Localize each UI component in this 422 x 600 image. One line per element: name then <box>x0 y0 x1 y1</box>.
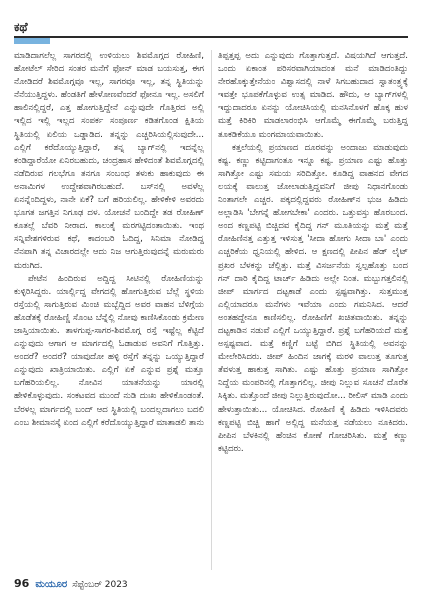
magazine-name: ಮಯೂರ <box>35 579 68 590</box>
left-paragraph-2: ಪೇಟೆನ ಹಿಂದಿರುವ ಅದ್ದಿದ್ದ ಸೀಟಿನಲ್ಲಿ ರೋಹಿಣಿಯನ್ನು ಕುಳ್ಳಿರಿಸಿದ್ದರು. ಯಾರ್ಲ್ಲಿದ್ದ ವೇಗದಲ್ಲಿ ಹೋಗುತ್ತಿರುವ ಬೆಲ್ಲೆ ಸ್ಥಳಿಯ ರಸ್ತೆಯಲ್ಲಿ ಸಾಗುತ್ತಿರುವ ಮಿಂಚಿ ಮಬ್ಬೆದ್ದಿದ ಅವರ ವಾಹನ ಬೆಳಿಗ್ಗೆಯ ಹೊಡೆತಕ್ಕೆ ರೋಹಿಣ್ಣಿ ಸೊಂಟ ಬೆನ್ನೆಲ್ಲಿ ನೋವು ಕಾಣಿಸಿಕೊಂಡು ಕ್ರಮೇಣ ಜಾಸ್ತಿಯಾಯಿತು. ತಾಳಗುಪ್ಪ-ಸಾಗರ-ಶಿವಮೊಗ್ಗ ರಸ್ತೆ ಇಷ್ಟೆಲ್ಲ ಕೆಟ್ಟಿದೆ ಎನ್ನುವುದು ಆಗಾಗ ಆ ಮಾರ್ಗದಲ್ಲಿ ಓಡಾಡುವ ಅವನಿಗೆ ಗೊತ್ತಿತ್ತು. ಅಂದರೆ? ಅಂದರೆ? ಯಾವುದೋ ಹಳ್ಳಿ ರಸ್ತೆಗೆ ತನ್ನನ್ನು ಒಯ್ಯುತ್ತಿದ್ದಾರೆ ಎನ್ನುವುದು ಖಾತ್ರಿಯಾಯಿತು. ಎಲ್ಲಿಗೆ ಏಕೆ ಎನ್ನುವ ಪ್ರಶ್ನೆ ಮತ್ತೂ ಬಗೆಹರಿಯಲಿಲ್ಲ. ನೋವಿನ ಯಾತನೆಯನ್ನು ಯಾರಲ್ಲಿ ಹೇಳಿಕೊಳ್ಳುವುದು. ಸಂಕಟವದ ಮುಂದೆ ನುಡಿ ದುಃಖ ಹೇಳಿಕೊಂಡಂತೆ. ಬೆರಳಲ್ಲ ಮಾರ್ಗದಲ್ಲಿ ಬಂದ್ ಆದ ಸ್ಥಿತಿಯಲ್ಲಿ ಬಂದಲ್ಲದಾಗಲು ಬದಲಿ ಎಂಬ ಶೀಮಾನಸ್ಕೆ ಏಂದ ಎಲ್ಲಿಗೆ ಕರೆದೊಯ್ಯುತ್ತಿದ್ದಾರೆ ಮಾತಾಡಲಿ ತಾನು <box>14 273 204 428</box>
header-divider <box>14 36 408 38</box>
page-footer <box>14 577 128 593</box>
right-paragraph-1: ತಿಪ್ಪತ್ತಪ್ಪ ಅದು ಎನ್ನುವುದು ಗೊತ್ತಾಗುತ್ತದೆ. ವಿಷಯಗಿದೆ ಆಗುತ್ತದೆ. ಒಂದು ಏಕಾಂತ ಪರಿಸರವಾಗಿಯಾದಂತ ಮನೆ ಮಾಡಿದಂತಿದ್ದು ನೇರಹೊಕ್ಕುತ್ತೇನೆಯಂ ವಿಶ್ವಾಸದಲ್ಲಿ ನಾಳೆ ಸಿಗಬಹುದಾದ ಸ್ವಾತಂತ್ರ್ಯಕ್ಕೆ ಇವತ್ತೇ ಭೂಪಕೆಗೊಳ್ಳುವ ಉತ್ಸ ಮಾಡಿದ. ಹೌದು, ಆ ಬ್ಯಾಗ್‌ಗಳಲ್ಲಿ ಇದ್ದುದಾದರೂ ಏನನ್ನು ಯೋಚಿಸಿಯಲ್ಲಿ ಮನಸಿನೊಳಗೆ ಹೊಕ್ಕ ಹುಳ ಮತ್ತೆ ಕಿರಿಕಿರಿ ಮಾಡಲಾರಂಭಿಸಿ ಆಗೊಮ್ಮೆ ಈಗೊಮ್ಮೆ ಬರುತ್ತಿದ್ದ ತೂಕಡಿಕೆಯೂ ಮಂಗಮಾಯವಾಯಿತು. <box>218 51 408 140</box>
column-divider <box>211 50 212 570</box>
page-header <box>14 17 408 37</box>
issue-date: ಸೆಪ್ಟೆಂಬರ್ 2023 <box>72 580 128 590</box>
page-number: 96 <box>14 577 30 590</box>
accent-bar <box>14 38 50 44</box>
section-label: ಕಥೆ <box>14 20 28 34</box>
right-column <box>218 50 408 570</box>
left-column <box>14 50 204 570</box>
right-paragraph-2: ಕತ್ತಲೆಯಲ್ಲಿ ಪ್ರಯಾಣದ ದೂರವನ್ನು ಅಂದಾಜು ಮಾಡುವುದು ಕಷ್ಟ. ಕಣ್ಣು ಕಟ್ಟಿದಾಗಂತೂ ಇನ್ನೂ ಕಷ್ಟ. ಪ್ರಯಾಣ ಎಷ್ಟು ಹೊತ್ತು ಸಾಗಿತ್ತೋ ಎಷ್ಟು ಸಮಯ ಸರಿದಿತ್ತೋ. ಕೂಡಿದ್ದ ವಾಹನದ ವೇಗದ ಲಯಕ್ಕೆ ವಾಲುತ್ತ ಜೋಲಾಡುತ್ತಿದ್ದವನಿಗೆ ಜೀಪು ನಿಧಾನಗೊಂಡು ನಿಂತಾಗಲೇ ಎಚ್ಚರ. ಪಕ್ಕದಲ್ಲಿದ್ದವರು ರೋಹಿಣ್‌ನ ಭುಜ ಹಿಡಿದು ಅಲ್ಲಾಡಿಸಿ 'ಬೇಗನ್ನೆ ಹೋಗಬೇಕಾ' ಎಂದರು. ಒತ್ತುವಸ್ತು ಹೊರಬಂದ. ಅಂದ ಕಣ್ಣಪಟ್ಟಿ ಬಿಚ್ಚಿದವ ಕೈದಿದ್ದ ಗನ್ ಮೂತಿಯನ್ನು ಮತ್ತೆ ಮತ್ತೆ ರೋಹಿಣಿನತ್ತ ಎತ್ತುತ್ತ ಇಳಿಸುತ್ತ 'ಸೀದಾ ಹೋಗು ಸೀದಾ ಬಾ' ಎಂದು ಎಚ್ಚರಿಕೆಯ ಧ್ವನಿಯಲ್ಲಿ ಹೇಳಿದ. ಆ ಕ್ಷಣದಲ್ಲಿ ಪೀಪಿನ ಹೆಡ್ ಲೈಟ್ ಪ್ರಖರ ಬೆಳಕನ್ನು ಚೆಲ್ಲಿತ್ತು. ಮತ್ತೆ ವಿಸರ್ಜನೆಯ ಸ್ವಲ್ಪಹೊತ್ತು ಬಂದ ಗನ್ ದಾರಿ ಕೈದಿದ್ದ ಟಾರ್ಚ್ ಹಿಡಿದು ಅಲ್ಲೇ ನಿಂತ. ಮಬ್ಬುಗತ್ತಲಿನಲ್ಲಿ ಜೀಪ್ ಮಾರ್ಗದ ದಟ್ಟಕಾಡೆ ಎಂದು ಸ್ಪಷ್ಟವಾಗಿತ್ತು. ಸುತ್ತಮುತ್ತ ಎಲ್ಲಿಯಾದರೂ ಮನೆಗಳು ಇವೆಯಾ ಎಂದು ಗಮನಿಸಿದ. ಆದರೆ ಅಂತಹದ್ದೇನೂ ಕಾಣಿಸಲಿಲ್ಲ. ರೋಹಿಣಿಗೆ ಖಚಿತವಾಯಿತು. ತನ್ನನ್ನು ದಟ್ಟಕಾಡಿನ ನಡುವೆ ಎಲ್ಲಿಗೆ ಒಯ್ಯುತ್ತಿದ್ದಾರೆ. ಪ್ರಶ್ನೆ ಬಗೆಹರಿಯದೆ ಮತ್ತೆ ಅಸ್ಪಷ್ಟವಾದ. ಮತ್ತೆ ಕಣ್ಣಿಗೆ ಬಟ್ಟೆ ಬಿಗಿದ ಸ್ಥಿತಿಯಲ್ಲಿ ಅವನನ್ನು ಮೇಲೇರಿಸಿದರು. ಜೀಪ್ ಹಿಂದಿನ ಜಾಗಕ್ಕೆ ಮರಳಿ ವಾಲುತ್ತ ತೂಗುತ್ತ ತೆವಳುತ್ತ ಹಾಕುತ್ತ ಸಾಗಿತು. ಎಷ್ಟು ಹೊತ್ತು ಪ್ರಯಾಣ ಸಾಗಿತ್ತೋ ನಿದ್ದೆಯ ಮಂಪರಿನಲ್ಲಿ ಗೊತ್ತಾಗಲಿಲ್ಲ. ಜೀಪು ನಿಲ್ಲುವ ಸೂಚನೆ ದೊರೆತ ಸಿಕ್ಕಿತು. ಮತ್ತೊಂದೆ ಜೀಪು ನಿಲ್ಲುತ್ತಿರುವುದೋ... ರೀಲಿಸ್ ಮಾಡಿ ಎಂದು ಹೇಳುತ್ತಾಯಿತು... ಯೋಚಿಸಿದ. ರೋಹಿಣಿ ಕೈ ಹಿಡಿದು ಇಳಿಸಿದವರು ಕಣ್ಣಪಟ್ಟಿ ಬಿಚ್ಚಿ ಹಾಗೆ ಅಲ್ಲಿದ್ದ ಮನೆಯತ್ತ ನಡೆಯಲು ನೂಕಿದರು. ಪೀಪಿನ ಬೆಳಕಿನಲ್ಲಿ ಹೆಂಚಿನ ಕೋಣೆ ಗೋಚರಿಸಿತು. ಮತ್ತೆ ಕಣ್ಣು ಕಟ್ಟಿದರು. <box>218 142 408 454</box>
left-paragraph-1: ಮಾಡಿದಾಗಲೆಲ್ಲ ಸಾಗರದಲ್ಲಿ ಉಳಿಯಲು ಶಿವಮೊಗ್ಗದ ರೋಹಿಣಿ, ಹೋಟೆಲ್ ಸೇರಿದ ಸಂತರ ಮನೆಗೆ ಫೋನ್ ಮಾಡ ಬಯಸುತ್ತ, ಈಗ ನೋಡಿದರೆ ಶಿವಮೊಗ್ಗವೂ ಇಲ್ಲ, ಸಾಗರವೂ ಇಲ್ಲ, ತನ್ನ ಸ್ಥಿತಿಯನ್ನು ನೆನೆಯುತ್ತಿದ್ದಳು. ಹೆಂಡತಿಗೆ ಹೇಳೋಣವೆಂದರೆ ಫೋನೂ ಇಲ್ಲ. ಅಸಲಿಗೆ ಹಾಲಿನಲ್ಲಿದ್ದರೆ, ಎತ್ತ ಹೋಗುತ್ತಿದ್ದೇನೆ ಎನ್ನುವುದೇ ಗೊತ್ತಿರದ ಅಲ್ಲಿ ಇಲ್ಲಿದ ಇಲ್ಲಿ ಇಲ್ಲದ ಸಂಪರ್ಕ ಸಂಪೂರ್ಣ ಕಡಿತಗೊಂಡ ಕ್ಷಿತಿಯ ಸ್ಥಿತಿಯಲ್ಲಿ ಏಲಿಯ ಒಡ್ಡಾಡಿದ. ತನ್ನನ್ನು ಎಚ್ಚರಿಸಿಯಲ್ಲಿಸುವುದೇ... ಎಲ್ಲಿಗೆ ಕರೆದೊಯ್ಯುತ್ತಿದ್ದಾರೆ, ತನ್ನ ಬ್ಯಾಗ್‌ನಲ್ಲಿ ಇದನ್ನೆಲ್ಲ ಕಂಡಿದ್ದಾರೆಯೋ ಏನಿರಬಹುದು, ಚಂದ್ರಹಾಸ ಹೇಳಿದಂತೆ ಶಿವಮೊಗ್ಗದಲ್ಲಿ ನಡೆದಿರುವ ಗಲಭೆಗೂ ತನಗೂ ಸಂಬಂಧ ತಳುಕು ಹಾಕುವುದು ಈ ಅನಾಮಿಗಳ ಉದ್ದೇಶವಾಗಿರಬಹುದೆ. ಬಸ್‌ನಲ್ಲಿ ಅವಳೆಲ್ಲ ಏನನ್ನೆಂದಿದ್ದಳು, ನಾನೇ ಏಕೆ? ಬಗೆ ಹರಿಯಲಿಲ್ಲ. ಹೇಳಿಕೇಳಿ ಅವರದು ಭೂಗತ ಜಗತ್ತಿನ ನಿಗೂಢ ದಳ. ಯೋಚನೆ ಬಂದಿದ್ದೇ ತಡ ರೋಹಿಣ್ ಕೂತಲ್ಲೆ ಬೆವರಿ ನೀರಾದ. ಕಾಲುಕೈ ಮರಗಟ್ಟಿದಂತಾಯಿತು. ಇಂಥ ಸನ್ನಿವೇಶಗಳಿರುವ ಕಥೆ, ಕಾದಂಬರಿ ಓದಿದ್ದ, ಸಿನಿಮಾ ನೋಡಿದ್ದ ನೆನಪಾಗಿ ತನ್ನ ವಿಚಾರದಲ್ಲೇ ಆದು ನಿಜ ಆಗುತ್ತಿರುವುದನ್ನೆ ಮರುಮರು ಮರುಗಿದ. <box>14 51 204 271</box>
